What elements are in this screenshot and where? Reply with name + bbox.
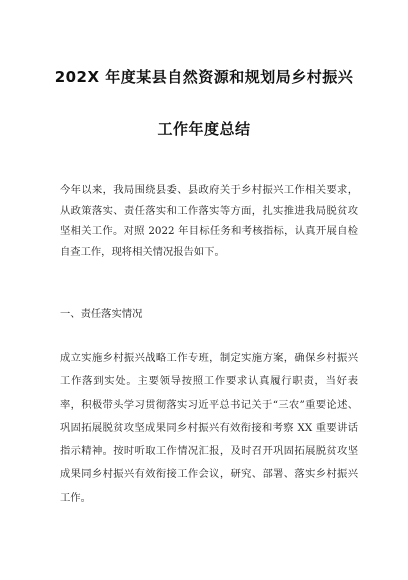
intro-paragraph: 今年以来，我局围绕县委、县政府关于乡村振兴工作相关要求，从政策落实、责任落实和工作落实等方面，扎实推进我局脱贫攻坚相关工作。对照 2022 年目标任务和考核指标，认真开展自检自查工作，现将相关情况报告如下。	[60, 184, 358, 258]
document-title-line-2: 工作年度总结	[157, 120, 251, 138]
responsibility-paragraph: 成立实施乡村振兴战略工作专班，制定实施方案，确保乡村振兴工作落到实处。主要领导按照工作要求认真履行职责，当好表率，积极带头学习贯彻落实习近平总书记关于“三农”重要论述、巩固拓展脱贫攻坚成果同乡村振兴有效衔接和考察 XX 重要讲话指示精神。按时听取工作情况汇报，及时召开巩固拓展脱贫攻坚成果同乡村振兴有效衔接工作会议，研究、部署、落实乡村振兴工作。	[60, 352, 358, 504]
section-heading: 一、责任落实情况	[60, 308, 143, 320]
document-title-line-1: 202X 年度某县自然资源和规划局乡村振兴	[54, 68, 354, 86]
